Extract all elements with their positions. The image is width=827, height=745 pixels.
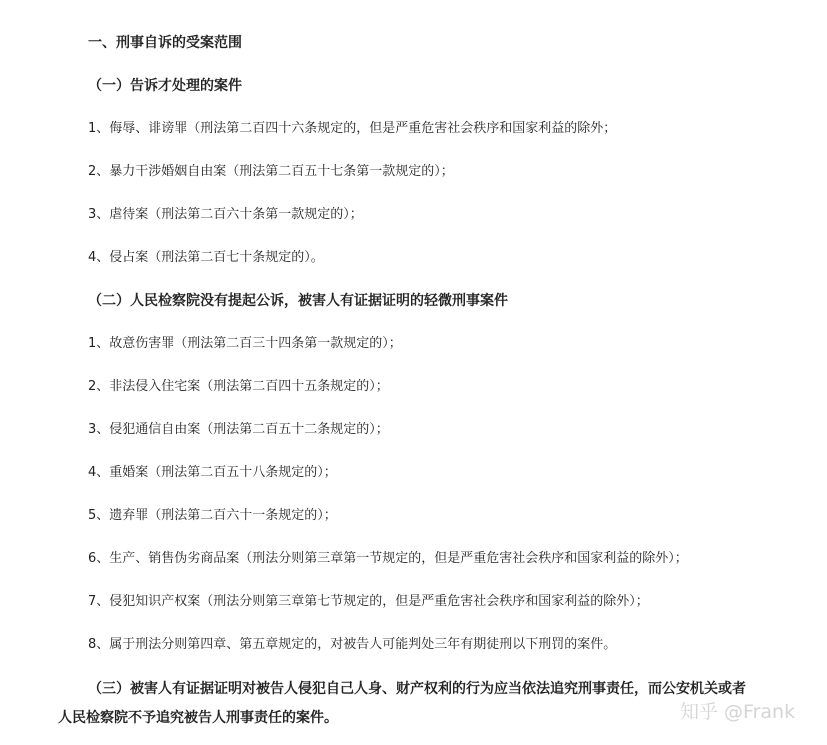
list-item: 1、故意伤害罪（刑法第二百三十四条第一款规定的）； [88, 336, 402, 351]
list-item: 4、重婚案（刑法第二百五十八条规定的）； [88, 465, 337, 480]
section-3-heading-line2: 人民检察院不予追究被告人刑事责任的案件。 [58, 710, 338, 726]
section-3-heading-line1: （三）被害人有证据证明对被告人侵犯自己人身、财产权利的行为应当依法追究刑事责任，而公安机关或者 [88, 681, 746, 697]
section-2-heading: （二）人民检察院没有提起公诉，被害人有证据证明的轻微刑事案件 [88, 293, 508, 309]
list-item: 3、侵犯通信自由案（刑法第二百五十二条规定的）； [88, 422, 389, 437]
zhihu-watermark: 知乎 @Frank [680, 701, 796, 723]
list-item: 3、虐待案（刑法第二百六十条第一款规定的）； [88, 207, 363, 222]
list-item: 8、属于刑法分则第四章、第五章规定的，对被告人可能判处三年有期徒刑以下刑罚的案件。 [88, 637, 617, 652]
list-item: 5、遗弃罪（刑法第二百六十一条规定的）； [88, 508, 337, 523]
list-item: 2、非法侵入住宅案（刑法第二百四十五条规定的）； [88, 379, 389, 394]
list-item: 7、侵犯知识产权案（刑法分则第三章第七节规定的，但是严重危害社会秩序和国家利益的除外）； [88, 594, 649, 609]
list-item: 6、生产、销售伪劣商品案（刑法分则第三章第一节规定的，但是严重危害社会秩序和国家利益的除外）； [88, 551, 688, 566]
list-item: 4、侵占案（刑法第二百七十条规定的）。 [88, 250, 324, 265]
section-1-heading: （一）告诉才处理的案件 [88, 78, 242, 94]
list-item: 1、侮辱、诽谤罪（刑法第二百四十六条规定的，但是严重危害社会秩序和国家利益的除外； [88, 121, 617, 136]
document-title: 一、刑事自诉的受案范围 [88, 35, 242, 51]
list-item: 2、暴力干涉婚姻自由案（刑法第二百五十七条第一款规定的）； [88, 164, 454, 179]
